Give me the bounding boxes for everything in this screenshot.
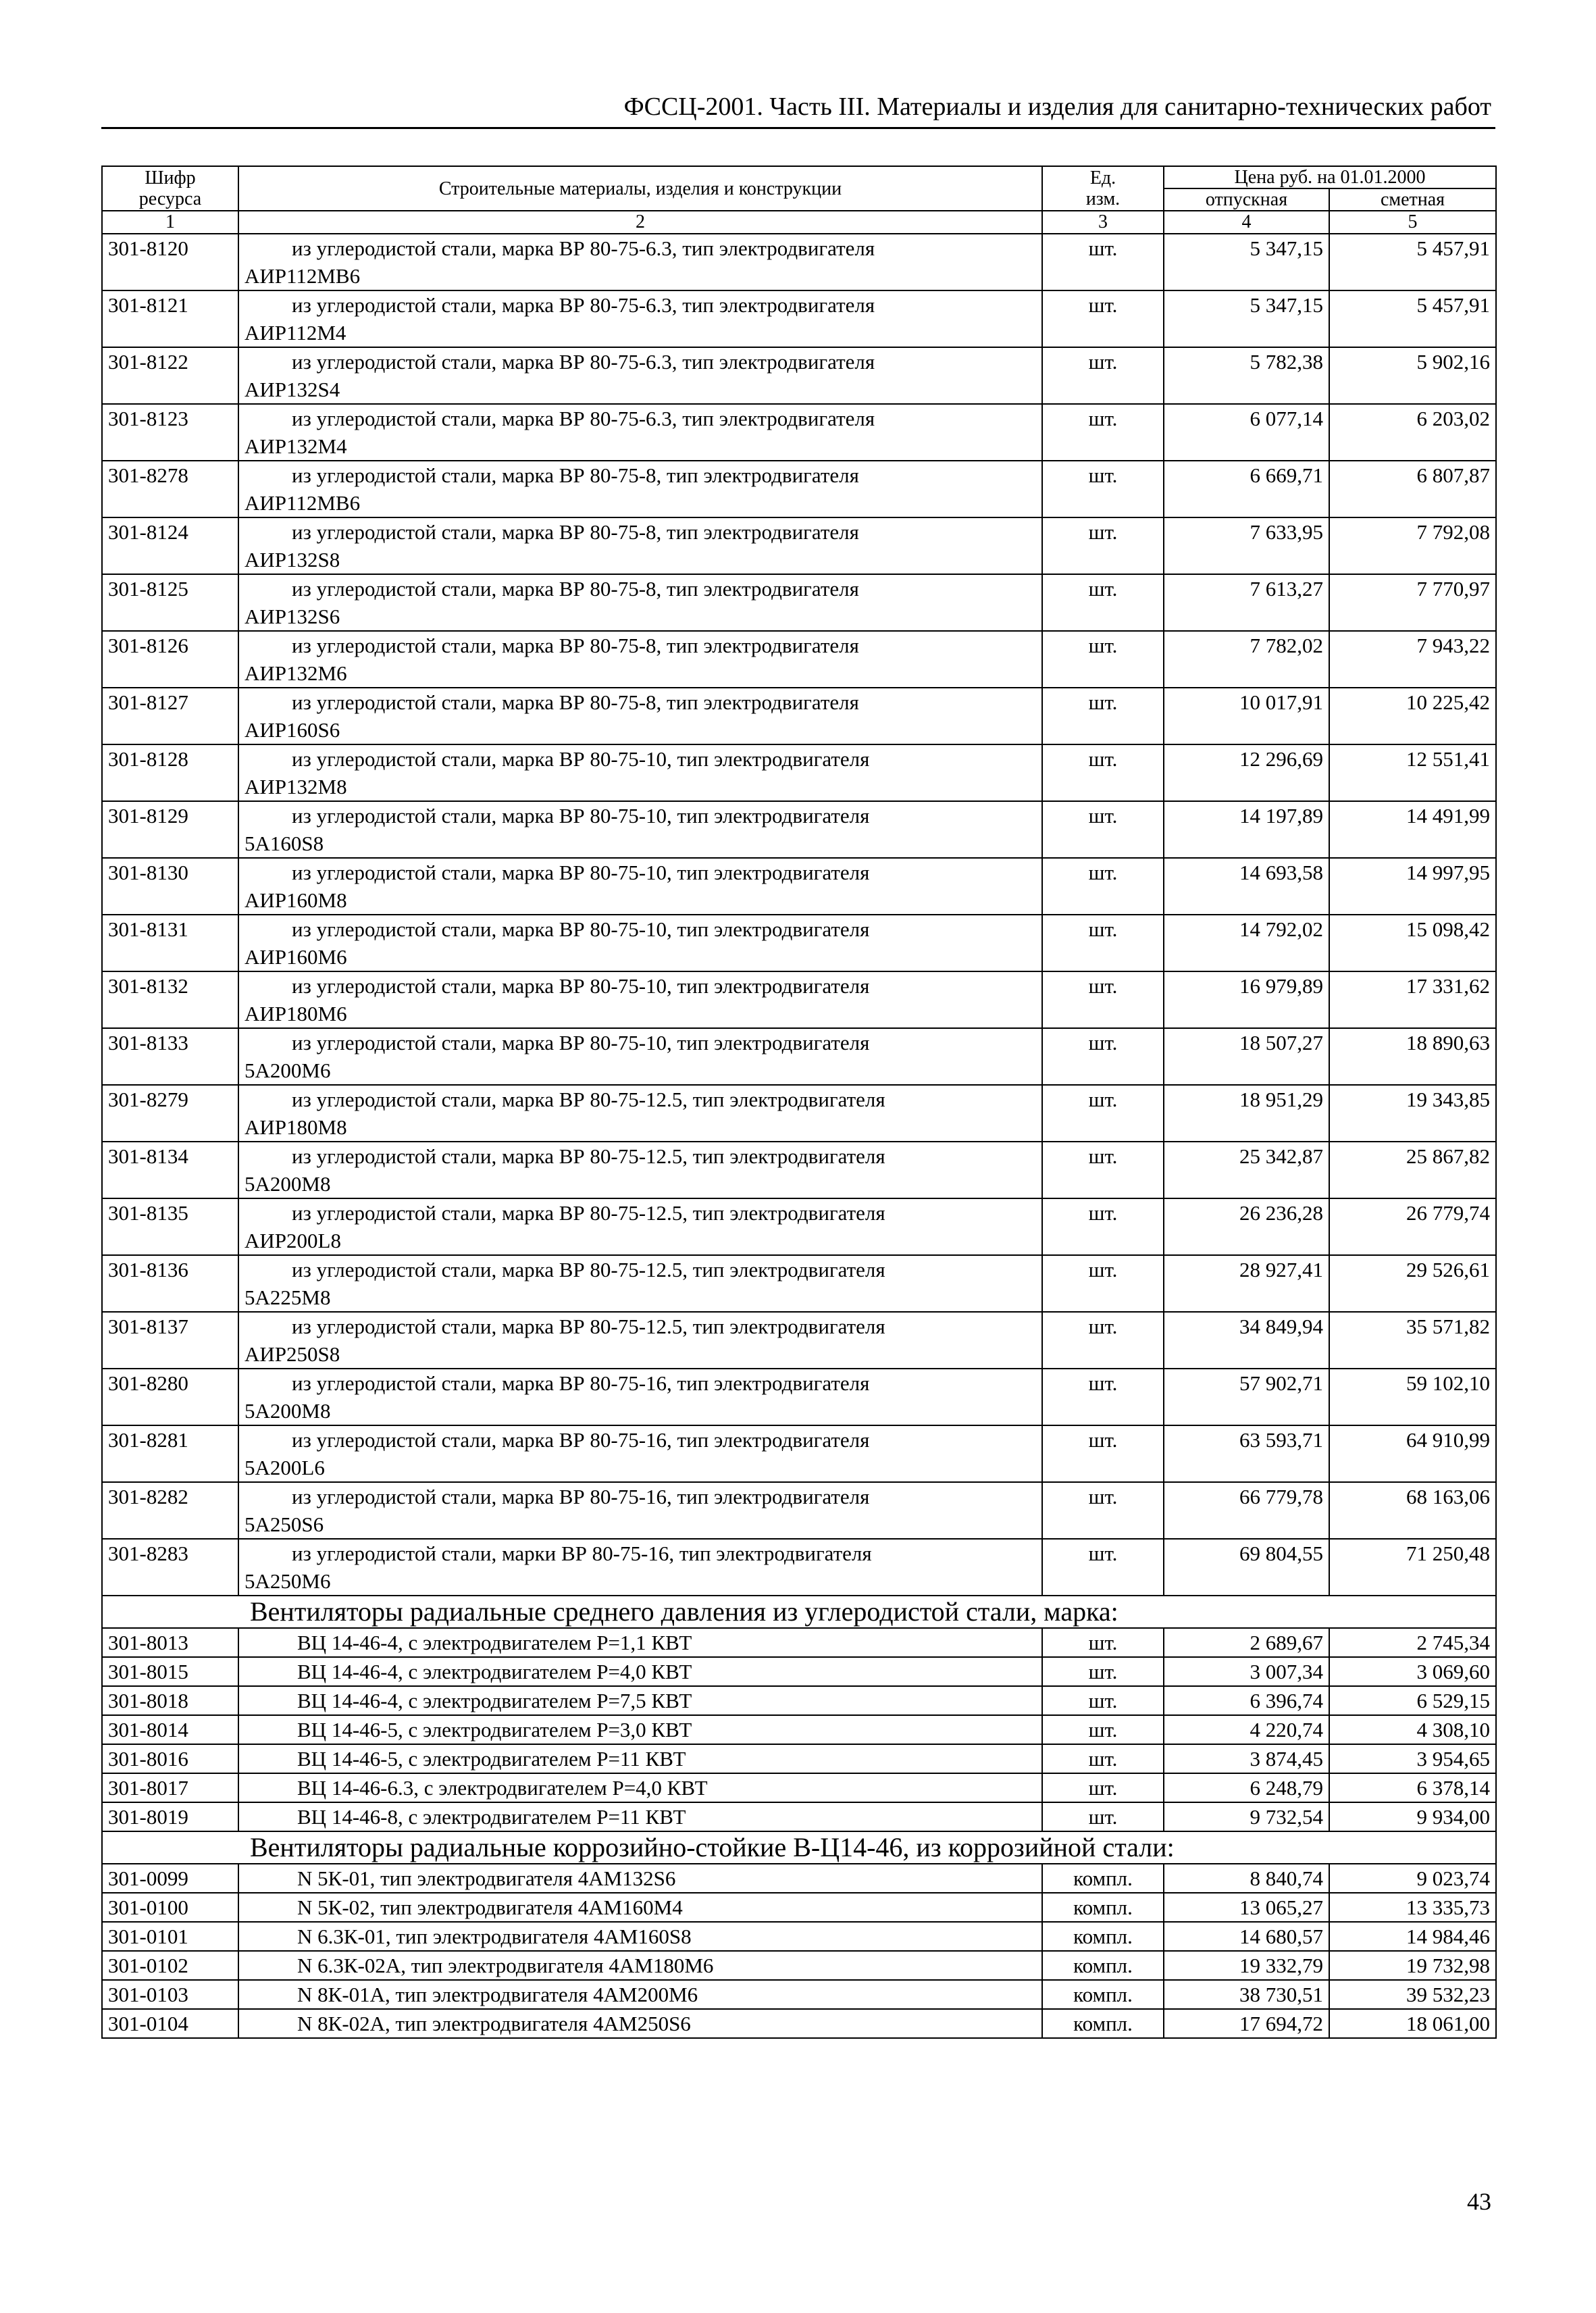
description-line1: из углеродистой стали, марка ВР 80-75-12.5, тип электродвигателя bbox=[292, 1088, 885, 1111]
estimate-price: 14 984,46 bbox=[1329, 1922, 1496, 1951]
unit-of-measure: шт. bbox=[1042, 688, 1164, 744]
release-price: 18 507,27 bbox=[1164, 1028, 1329, 1085]
release-price: 6 248,79 bbox=[1164, 1773, 1329, 1802]
estimate-price: 7 943,22 bbox=[1329, 631, 1496, 688]
description-line1: из углеродистой стали, марка ВР 80-75-8, тип электродвигателя bbox=[292, 463, 859, 487]
table-row bbox=[102, 1773, 1496, 1802]
item-description: N 6.3К-01, тип электродвигателя 4АМ160S8 bbox=[238, 1922, 1042, 1951]
item-description: ВЦ 14-46-8, с электродвигателем Р=11 КВТ bbox=[238, 1802, 1042, 1831]
resource-code: 301-8127 bbox=[102, 688, 238, 744]
release-price: 13 065,27 bbox=[1164, 1893, 1329, 1922]
resource-code: 301-8015 bbox=[102, 1657, 238, 1686]
column-number-4: 4 bbox=[1164, 211, 1329, 234]
estimate-price: 9 934,00 bbox=[1329, 1802, 1496, 1831]
resource-code: 301-8014 bbox=[102, 1715, 238, 1744]
description-line1: из углеродистой стали, марка ВР 80-75-8, тип электродвигателя bbox=[292, 690, 859, 714]
unit-of-measure: шт. bbox=[1042, 1802, 1164, 1831]
estimate-price: 6 529,15 bbox=[1329, 1686, 1496, 1715]
column-header-name: Строительные материалы, изделия и конструкции bbox=[238, 166, 1042, 211]
resource-code: 301-8018 bbox=[102, 1686, 238, 1715]
item-description bbox=[238, 1312, 1042, 1369]
release-price: 5 347,15 bbox=[1164, 234, 1329, 290]
item-description: ВЦ 14-46-4, с электродвигателем Р=1,1 КВТ bbox=[238, 1628, 1042, 1657]
item-description bbox=[238, 347, 1042, 404]
estimate-price: 4 308,10 bbox=[1329, 1715, 1496, 1744]
release-price: 9 732,54 bbox=[1164, 1802, 1329, 1831]
column-header-code bbox=[102, 166, 238, 211]
estimate-price: 29 526,61 bbox=[1329, 1255, 1496, 1312]
unit-of-measure: шт. bbox=[1042, 1628, 1164, 1657]
table-row bbox=[102, 1980, 1496, 2009]
resource-code: 301-0102 bbox=[102, 1951, 238, 1980]
table-row bbox=[102, 574, 1496, 631]
estimate-price: 9 023,74 bbox=[1329, 1864, 1496, 1893]
table-row bbox=[102, 1539, 1496, 1596]
item-description bbox=[238, 1142, 1042, 1198]
item-description bbox=[238, 1028, 1042, 1085]
unit-of-measure: шт. bbox=[1042, 1369, 1164, 1425]
unit-of-measure: шт. bbox=[1042, 1142, 1164, 1198]
unit-of-measure: компл. bbox=[1042, 1893, 1164, 1922]
item-description: ВЦ 14-46-6.3, с электродвигателем Р=4,0 КВТ bbox=[238, 1773, 1042, 1802]
motor-type: 5А225М8 bbox=[244, 1286, 331, 1309]
table-row bbox=[102, 1802, 1496, 1831]
unit-of-measure: шт. bbox=[1042, 631, 1164, 688]
motor-type: 5А250S6 bbox=[244, 1513, 324, 1536]
estimate-price: 6 807,87 bbox=[1329, 461, 1496, 517]
resource-code: 301-8281 bbox=[102, 1425, 238, 1482]
description-line1: из углеродистой стали, марка ВР 80-75-6.3, тип электродвигателя bbox=[292, 236, 875, 260]
item-description bbox=[238, 744, 1042, 801]
resource-code: 301-0099 bbox=[102, 1864, 238, 1893]
item-description bbox=[238, 234, 1042, 290]
description-line1: из углеродистой стали, марка ВР 80-75-8, тип электродвигателя bbox=[292, 577, 859, 601]
release-price: 5 782,38 bbox=[1164, 347, 1329, 404]
motor-type: АИР132М4 bbox=[244, 434, 347, 458]
release-price: 4 220,74 bbox=[1164, 1715, 1329, 1744]
section-corrosion bbox=[102, 1831, 1496, 1864]
resource-code: 301-0100 bbox=[102, 1893, 238, 1922]
estimate-price: 19 732,98 bbox=[1329, 1951, 1496, 1980]
item-description: ВЦ 14-46-4, с электродвигателем Р=7,5 КВТ bbox=[238, 1686, 1042, 1715]
description-line1: из углеродистой стали, марка ВР 80-75-10, тип электродвигателя bbox=[292, 1031, 870, 1054]
resource-code: 301-8133 bbox=[102, 1028, 238, 1085]
column-header-price: Цена руб. на 01.01.2000 bbox=[1164, 166, 1496, 188]
estimate-price: 7 792,08 bbox=[1329, 517, 1496, 574]
estimate-price: 71 250,48 bbox=[1329, 1539, 1496, 1596]
resource-code: 301-0104 bbox=[102, 2009, 238, 2038]
unit-of-measure: компл. bbox=[1042, 1980, 1164, 2009]
table-row bbox=[102, 290, 1496, 347]
unit-of-measure: шт. bbox=[1042, 1425, 1164, 1482]
resource-code: 301-8132 bbox=[102, 971, 238, 1028]
table-row bbox=[102, 1657, 1496, 1686]
release-price: 26 236,28 bbox=[1164, 1198, 1329, 1255]
resource-code: 301-8135 bbox=[102, 1198, 238, 1255]
resource-code: 301-8128 bbox=[102, 744, 238, 801]
table-row bbox=[102, 1028, 1496, 1085]
item-description bbox=[238, 290, 1042, 347]
table-row bbox=[102, 1893, 1496, 1922]
estimate-price: 5 457,91 bbox=[1329, 234, 1496, 290]
item-description bbox=[238, 688, 1042, 744]
item-description: ВЦ 14-46-4, с электродвигателем Р=4,0 КВТ bbox=[238, 1657, 1042, 1686]
release-price: 28 927,41 bbox=[1164, 1255, 1329, 1312]
resource-code: 301-8120 bbox=[102, 234, 238, 290]
resource-code: 301-8282 bbox=[102, 1482, 238, 1539]
description-line1: из углеродистой стали, марка ВР 80-75-10, тип электродвигателя bbox=[292, 917, 870, 941]
estimate-price: 39 532,23 bbox=[1329, 1980, 1496, 2009]
resource-code: 301-8121 bbox=[102, 290, 238, 347]
table-row bbox=[102, 1922, 1496, 1951]
column-number-3: 3 bbox=[1042, 211, 1164, 234]
table-row bbox=[102, 1628, 1496, 1657]
description-line1: из углеродистой стали, марка ВР 80-75-16, тип электродвигателя bbox=[292, 1485, 870, 1508]
motor-type: АИР112МВ6 bbox=[244, 264, 361, 288]
description-line1: из углеродистой стали, марка ВР 80-75-16, тип электродвигателя bbox=[292, 1428, 870, 1452]
release-price: 3 007,34 bbox=[1164, 1657, 1329, 1686]
item-description: N 8К-01А, тип электродвигателя 4АМ200М6 bbox=[238, 1980, 1042, 2009]
estimate-price: 26 779,74 bbox=[1329, 1198, 1496, 1255]
item-description: N 6.3К-02А, тип электродвигателя 4АМ180М6 bbox=[238, 1951, 1042, 1980]
motor-type: 5А160S8 bbox=[244, 832, 324, 855]
motor-type: АИР132S4 bbox=[244, 378, 340, 401]
column-number-2: 2 bbox=[238, 211, 1042, 234]
estimate-price: 5 457,91 bbox=[1329, 290, 1496, 347]
unit-of-measure: шт. bbox=[1042, 971, 1164, 1028]
estimate-price: 7 770,97 bbox=[1329, 574, 1496, 631]
motor-type: АИР180М8 bbox=[244, 1115, 347, 1139]
estimate-price: 5 902,16 bbox=[1329, 347, 1496, 404]
column-header-estimate: сметная bbox=[1329, 188, 1496, 211]
page-number: 43 bbox=[1467, 2188, 1491, 2215]
item-description bbox=[238, 631, 1042, 688]
unit-of-measure: компл. bbox=[1042, 1922, 1164, 1951]
table-row bbox=[102, 971, 1496, 1028]
release-price: 14 197,89 bbox=[1164, 801, 1329, 858]
release-price: 5 347,15 bbox=[1164, 290, 1329, 347]
estimate-price: 35 571,82 bbox=[1329, 1312, 1496, 1369]
item-description bbox=[238, 858, 1042, 915]
estimate-price: 17 331,62 bbox=[1329, 971, 1496, 1028]
motor-type: АИР160М6 bbox=[244, 945, 347, 969]
estimate-price: 3 954,65 bbox=[1329, 1744, 1496, 1773]
item-description bbox=[238, 915, 1042, 971]
resource-code: 301-8126 bbox=[102, 631, 238, 688]
motor-type: АИР160S6 bbox=[244, 718, 340, 742]
release-price: 8 840,74 bbox=[1164, 1864, 1329, 1893]
table-row bbox=[102, 1482, 1496, 1539]
description-line1: из углеродистой стали, марка ВР 80-75-6.3, тип электродвигателя bbox=[292, 293, 875, 317]
unit-of-measure: шт. bbox=[1042, 1255, 1164, 1312]
estimate-price: 19 343,85 bbox=[1329, 1085, 1496, 1142]
column-header-release: отпускная bbox=[1164, 188, 1329, 211]
item-description bbox=[238, 971, 1042, 1028]
unit-of-measure: шт. bbox=[1042, 744, 1164, 801]
description-line1: из углеродистой стали, марка ВР 80-75-12.5, тип электродвигателя bbox=[292, 1201, 885, 1225]
unit-of-measure: шт. bbox=[1042, 858, 1164, 915]
item-description bbox=[238, 801, 1042, 858]
item-description: ВЦ 14-46-5, с электродвигателем Р=3,0 КВТ bbox=[238, 1715, 1042, 1744]
motor-type: АИР250S8 bbox=[244, 1342, 340, 1366]
resource-code: 301-8137 bbox=[102, 1312, 238, 1369]
release-price: 66 779,78 bbox=[1164, 1482, 1329, 1539]
motor-rows bbox=[102, 234, 1496, 1596]
unit-of-measure: шт. bbox=[1042, 801, 1164, 858]
item-description bbox=[238, 574, 1042, 631]
estimate-price: 15 098,42 bbox=[1329, 915, 1496, 971]
unit-of-measure: шт. bbox=[1042, 915, 1164, 971]
resource-code: 301-0101 bbox=[102, 1922, 238, 1951]
release-price: 14 792,02 bbox=[1164, 915, 1329, 971]
release-price: 6 396,74 bbox=[1164, 1686, 1329, 1715]
column-number-5: 5 bbox=[1329, 211, 1496, 234]
release-price: 12 296,69 bbox=[1164, 744, 1329, 801]
table-row bbox=[102, 631, 1496, 688]
release-price: 18 951,29 bbox=[1164, 1085, 1329, 1142]
unit-of-measure: компл. bbox=[1042, 1951, 1164, 1980]
resource-code: 301-8279 bbox=[102, 1085, 238, 1142]
unit-of-measure: шт. bbox=[1042, 290, 1164, 347]
motor-type: АИР160М8 bbox=[244, 888, 347, 912]
release-price: 7 782,02 bbox=[1164, 631, 1329, 688]
table-row bbox=[102, 347, 1496, 404]
table-row bbox=[102, 1085, 1496, 1142]
table-row bbox=[102, 1864, 1496, 1893]
unit-of-measure: компл. bbox=[1042, 1864, 1164, 1893]
unit-of-measure: шт. bbox=[1042, 461, 1164, 517]
resource-code: 301-8278 bbox=[102, 461, 238, 517]
column-header-code-line1: Шифр bbox=[145, 168, 196, 188]
release-price: 17 694,72 bbox=[1164, 2009, 1329, 2038]
resource-code: 301-8129 bbox=[102, 801, 238, 858]
resource-code: 301-8019 bbox=[102, 1802, 238, 1831]
unit-of-measure: шт. bbox=[1042, 1312, 1164, 1369]
resource-code: 301-8123 bbox=[102, 404, 238, 461]
unit-of-measure: шт. bbox=[1042, 1715, 1164, 1744]
description-line1: из углеродистой стали, марка ВР 80-75-10, тип электродвигателя bbox=[292, 747, 870, 771]
release-price: 2 689,67 bbox=[1164, 1628, 1329, 1657]
unit-of-measure: шт. bbox=[1042, 404, 1164, 461]
release-price: 63 593,71 bbox=[1164, 1425, 1329, 1482]
motor-type: АИР132М6 bbox=[244, 661, 347, 685]
table-row bbox=[102, 1425, 1496, 1482]
resource-code: 301-8124 bbox=[102, 517, 238, 574]
motor-type: 5А200М8 bbox=[244, 1172, 331, 1196]
estimate-price: 10 225,42 bbox=[1329, 688, 1496, 744]
item-description bbox=[238, 517, 1042, 574]
table-row bbox=[102, 801, 1496, 858]
estimate-price: 68 163,06 bbox=[1329, 1482, 1496, 1539]
release-price: 3 874,45 bbox=[1164, 1744, 1329, 1773]
unit-of-measure: шт. bbox=[1042, 234, 1164, 290]
unit-of-measure: шт. bbox=[1042, 1744, 1164, 1773]
item-description: N 8К-02А, тип электродвигателя 4АМ250S6 bbox=[238, 2009, 1042, 2038]
item-description: N 5К-01, тип электродвигателя 4АМ132S6 bbox=[238, 1864, 1042, 1893]
unit-of-measure: шт. bbox=[1042, 1539, 1164, 1596]
section-fans-title: Вентиляторы радиальные среднего давления из углеродистой стали, марка: bbox=[102, 1596, 1496, 1628]
table-row bbox=[102, 1715, 1496, 1744]
table-row bbox=[102, 2009, 1496, 2038]
unit-of-measure: шт. bbox=[1042, 1085, 1164, 1142]
item-description bbox=[238, 1085, 1042, 1142]
table-header bbox=[102, 166, 1496, 234]
section-corrosion-title: Вентиляторы радиальные коррозийно-стойкие В-Ц14-46, из коррозийной стали: bbox=[102, 1831, 1496, 1864]
page-header bbox=[101, 92, 1495, 129]
estimate-price: 18 061,00 bbox=[1329, 2009, 1496, 2038]
table-row bbox=[102, 1255, 1496, 1312]
table-row bbox=[102, 858, 1496, 915]
release-price: 16 979,89 bbox=[1164, 971, 1329, 1028]
release-price: 69 804,55 bbox=[1164, 1539, 1329, 1596]
unit-of-measure: шт. bbox=[1042, 1773, 1164, 1802]
release-price: 6 669,71 bbox=[1164, 461, 1329, 517]
fan-rows bbox=[102, 1628, 1496, 1831]
release-price: 10 017,91 bbox=[1164, 688, 1329, 744]
unit-of-measure: компл. bbox=[1042, 2009, 1164, 2038]
table-row bbox=[102, 688, 1496, 744]
estimate-price: 3 069,60 bbox=[1329, 1657, 1496, 1686]
description-line1: из углеродистой стали, марка ВР 80-75-12.5, тип электродвигателя bbox=[292, 1315, 885, 1338]
item-description bbox=[238, 1198, 1042, 1255]
estimate-price: 2 745,34 bbox=[1329, 1628, 1496, 1657]
release-price: 14 693,58 bbox=[1164, 858, 1329, 915]
corrosion-rows bbox=[102, 1864, 1496, 2038]
section-fans bbox=[102, 1596, 1496, 1628]
item-description bbox=[238, 1255, 1042, 1312]
description-line1: из углеродистой стали, марка ВР 80-75-8, тип электродвигателя bbox=[292, 520, 859, 544]
description-line1: из углеродистой стали, марка ВР 80-75-10, тип электродвигателя bbox=[292, 804, 870, 828]
release-price: 25 342,87 bbox=[1164, 1142, 1329, 1198]
item-description bbox=[238, 461, 1042, 517]
unit-of-measure: шт. bbox=[1042, 1198, 1164, 1255]
motor-type: АИР112М4 bbox=[244, 321, 346, 345]
table-row bbox=[102, 1744, 1496, 1773]
description-line1: из углеродистой стали, марка ВР 80-75-10, тип электродвигателя bbox=[292, 974, 870, 998]
estimate-price: 13 335,73 bbox=[1329, 1893, 1496, 1922]
resource-code: 301-0103 bbox=[102, 1980, 238, 2009]
resource-code: 301-8013 bbox=[102, 1628, 238, 1657]
resource-code: 301-8280 bbox=[102, 1369, 238, 1425]
motor-type: АИР200L8 bbox=[244, 1229, 341, 1252]
resource-code: 301-8125 bbox=[102, 574, 238, 631]
column-header-unit-line2: изм. bbox=[1085, 188, 1121, 209]
description-line1: из углеродистой стали, марка ВР 80-75-16, тип электродвигателя bbox=[292, 1371, 870, 1395]
description-line1: из углеродистой стали, марка ВР 80-75-6.3, тип электродвигателя bbox=[292, 350, 875, 374]
estimate-price: 14 491,99 bbox=[1329, 801, 1496, 858]
table-row bbox=[102, 1686, 1496, 1715]
release-price: 14 680,57 bbox=[1164, 1922, 1329, 1951]
motor-type: 5А250М6 bbox=[244, 1569, 331, 1593]
table-row bbox=[102, 1198, 1496, 1255]
estimate-price: 25 867,82 bbox=[1329, 1142, 1496, 1198]
estimate-price: 59 102,10 bbox=[1329, 1369, 1496, 1425]
description-line1: из углеродистой стали, марка ВР 80-75-8, тип электродвигателя bbox=[292, 634, 859, 657]
motor-type: АИР132S8 bbox=[244, 548, 340, 571]
estimate-price: 18 890,63 bbox=[1329, 1028, 1496, 1085]
resource-code: 301-8017 bbox=[102, 1773, 238, 1802]
release-price: 6 077,14 bbox=[1164, 404, 1329, 461]
table-row bbox=[102, 234, 1496, 290]
table-row bbox=[102, 915, 1496, 971]
estimate-price: 64 910,99 bbox=[1329, 1425, 1496, 1482]
motor-type: АИР132М8 bbox=[244, 775, 347, 798]
motor-type: 5А200М8 bbox=[244, 1399, 331, 1423]
table-row bbox=[102, 744, 1496, 801]
estimate-price: 14 997,95 bbox=[1329, 858, 1496, 915]
table-row bbox=[102, 404, 1496, 461]
table-row bbox=[102, 1369, 1496, 1425]
resource-code: 301-8134 bbox=[102, 1142, 238, 1198]
release-price: 7 633,95 bbox=[1164, 517, 1329, 574]
release-price: 19 332,79 bbox=[1164, 1951, 1329, 1980]
estimate-price: 6 203,02 bbox=[1329, 404, 1496, 461]
motor-type: 5А200М6 bbox=[244, 1059, 331, 1082]
unit-of-measure: шт. bbox=[1042, 517, 1164, 574]
release-price: 38 730,51 bbox=[1164, 1980, 1329, 2009]
table-row bbox=[102, 517, 1496, 574]
column-header-unit bbox=[1042, 166, 1164, 211]
estimate-price: 12 551,41 bbox=[1329, 744, 1496, 801]
table-row bbox=[102, 1951, 1496, 1980]
price-table bbox=[101, 166, 1497, 2039]
unit-of-measure: шт. bbox=[1042, 1686, 1164, 1715]
resource-code: 301-8136 bbox=[102, 1255, 238, 1312]
item-description: ВЦ 14-46-5, с электродвигателем Р=11 КВТ bbox=[238, 1744, 1042, 1773]
unit-of-measure: шт. bbox=[1042, 1657, 1164, 1686]
description-line1: из углеродистой стали, марка ВР 80-75-10, тип электродвигателя bbox=[292, 861, 870, 884]
resource-code: 301-8016 bbox=[102, 1744, 238, 1773]
item-description bbox=[238, 404, 1042, 461]
table-row bbox=[102, 461, 1496, 517]
description-line1: из углеродистой стали, марки ВР 80-75-16, тип электродвигателя bbox=[292, 1542, 872, 1565]
document-title: ФССЦ-2001. Часть III. Материалы и изделия для санитарно-технических работ bbox=[623, 93, 1491, 121]
resource-code: 301-8283 bbox=[102, 1539, 238, 1596]
item-description bbox=[238, 1369, 1042, 1425]
column-header-code-line2: ресурса bbox=[138, 188, 202, 209]
item-description: N 5К-02, тип электродвигателя 4АМ160М4 bbox=[238, 1893, 1042, 1922]
description-line1: из углеродистой стали, марка ВР 80-75-12.5, тип электродвигателя bbox=[292, 1258, 885, 1281]
unit-of-measure: шт. bbox=[1042, 347, 1164, 404]
release-price: 34 849,94 bbox=[1164, 1312, 1329, 1369]
column-number-1: 1 bbox=[102, 211, 238, 234]
item-description bbox=[238, 1482, 1042, 1539]
table-row bbox=[102, 1142, 1496, 1198]
table-row bbox=[102, 1312, 1496, 1369]
release-price: 7 613,27 bbox=[1164, 574, 1329, 631]
estimate-price: 6 378,14 bbox=[1329, 1773, 1496, 1802]
resource-code: 301-8131 bbox=[102, 915, 238, 971]
description-line1: из углеродистой стали, марка ВР 80-75-12.5, тип электродвигателя bbox=[292, 1144, 885, 1168]
unit-of-measure: шт. bbox=[1042, 1028, 1164, 1085]
item-description bbox=[238, 1425, 1042, 1482]
item-description bbox=[238, 1539, 1042, 1596]
resource-code: 301-8122 bbox=[102, 347, 238, 404]
motor-type: АИР112МВ6 bbox=[244, 491, 361, 515]
column-header-unit-line1: Ед. bbox=[1089, 168, 1116, 188]
resource-code: 301-8130 bbox=[102, 858, 238, 915]
unit-of-measure: шт. bbox=[1042, 574, 1164, 631]
unit-of-measure: шт. bbox=[1042, 1482, 1164, 1539]
motor-type: 5А200L6 bbox=[244, 1456, 325, 1479]
description-line1: из углеродистой стали, марка ВР 80-75-6.3, тип электродвигателя bbox=[292, 407, 875, 430]
motor-type: АИР132S6 bbox=[244, 605, 340, 628]
motor-type: АИР180М6 bbox=[244, 1002, 347, 1025]
release-price: 57 902,71 bbox=[1164, 1369, 1329, 1425]
